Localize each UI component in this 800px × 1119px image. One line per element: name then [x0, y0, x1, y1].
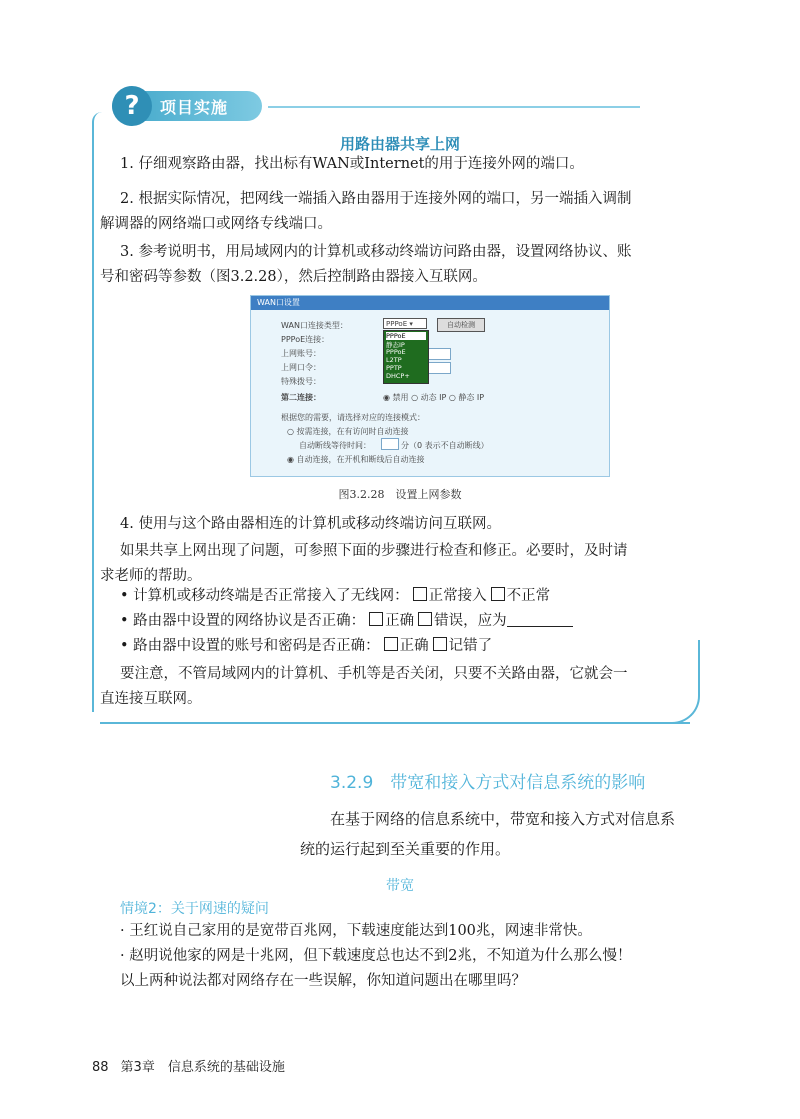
- project-title: 用路由器共享上网: [339, 135, 460, 153]
- check-wireless-question: • 计算机或移动终端是否正常接入了无线网：: [120, 588, 409, 604]
- check-account-question: • 路由器中设置的账号和密码是否正确：: [120, 638, 380, 654]
- dropdown-option[interactable]: DHCP+: [386, 372, 410, 380]
- scenario-line: 以上两种说法都对网络存在一些误解，你知道问题出在哪里吗？: [120, 973, 526, 989]
- project-frame-left: [92, 112, 102, 712]
- note-cont: 直连接互联网。: [100, 691, 202, 707]
- wan-type-dropdown: [383, 330, 429, 384]
- checkbox[interactable]: [384, 637, 398, 651]
- mode-auto[interactable]: ◉ 自动连接，在开机和断线后自动连接: [287, 455, 425, 464]
- intro-line-1: 在基于网络的信息系统中，带宽和接入方式对信息系: [330, 810, 676, 828]
- step-4: 4. 使用与这个路由器相连的计算机或移动终端访问互联网。: [120, 516, 501, 532]
- wan-settings-title: WAN口设置: [251, 296, 609, 310]
- project-frame-top: [268, 106, 640, 108]
- pppoe-label: PPPoE连接：: [281, 335, 330, 344]
- project-frame-corner: [650, 640, 700, 724]
- checkbox[interactable]: [418, 612, 432, 626]
- trouble-intro-cont: 求老师的帮助。: [100, 568, 202, 584]
- chapter-title: 第3章 信息系统的基础设施: [120, 1060, 285, 1075]
- idle-time-unit: 分（0 表示不自动断线）: [401, 441, 489, 450]
- checkbox[interactable]: [491, 587, 505, 601]
- option-label: 记错了: [448, 638, 493, 654]
- checkbox[interactable]: [413, 587, 427, 601]
- second-connection-options[interactable]: ◉ 禁用 ○ 动态 IP ○ 静态 IP: [383, 393, 485, 402]
- project-badge-icon: ?: [112, 86, 152, 126]
- dropdown-option[interactable]: L2TP: [386, 356, 402, 364]
- idle-time-label: 自动断线等待时间：: [299, 441, 371, 450]
- option-label: 不正常: [506, 588, 551, 604]
- option-label: 正确: [385, 613, 415, 629]
- option-label: 正常接入: [428, 588, 487, 604]
- option-label: 正确: [399, 638, 429, 654]
- scenario-line: · 王红说自己家用的是宽带百兆网，下载速度能达到100兆，网速非常快。: [120, 923, 592, 939]
- intro-line-2: 统的运行起到至关重要的作用。: [300, 840, 511, 858]
- auto-detect-button[interactable]: 自动检测: [437, 318, 485, 332]
- figure-caption: 图3.2.28 设置上网参数: [338, 488, 462, 501]
- dropdown-option[interactable]: 静态IP: [386, 341, 405, 349]
- mode-on-demand[interactable]: ○ 按需连接，在有访问时自动连接: [287, 427, 409, 436]
- page-number: 88: [92, 1060, 109, 1075]
- fill-blank[interactable]: [507, 612, 573, 627]
- trouble-intro: 如果共享上网出现了问题，可参照下面的步骤进行检查和修正。必要时，及时请: [120, 543, 628, 559]
- step-2-cont: 解调器的网络端口或网络专线端口。: [100, 216, 332, 232]
- dropdown-option[interactable]: PPPoE: [386, 348, 406, 356]
- password-label: 上网口令：: [281, 363, 321, 372]
- step-3-cont: 号和密码等参数（图3.2.28），然后控制路由器接入互联网。: [100, 269, 487, 285]
- step-2: 2. 根据实际情况，把网线一端插入路由器用于连接外网的端口，另一端插入调制: [120, 191, 632, 207]
- second-connection-label: 第二连接：: [281, 393, 321, 402]
- dropdown-option[interactable]: PPPoE: [386, 332, 426, 340]
- project-frame-bottom: [100, 722, 690, 724]
- check-protocol-question: • 路由器中设置的网络协议是否正确：: [120, 613, 366, 629]
- dropdown-option[interactable]: PPTP: [386, 364, 402, 372]
- step-3: 3. 参考说明书，用局域网内的计算机或移动终端访问路由器，设置网络协议、账: [120, 244, 632, 260]
- wan-type-select[interactable]: PPPoE ▾: [383, 318, 427, 329]
- idle-time-input[interactable]: [381, 438, 399, 450]
- special-dial-label: 特殊拨号：: [281, 377, 321, 386]
- project-badge-label: 项目实施: [160, 98, 229, 117]
- scenario-title: 情境2：关于网速的疑问: [120, 901, 269, 917]
- sub-heading: 带宽: [386, 878, 414, 894]
- footer: [92, 1056, 285, 1075]
- checkbox[interactable]: [433, 637, 447, 651]
- option-label: 错误，应为: [434, 613, 507, 629]
- note: 要注意，不管局域网内的计算机、手机等是否关闭，只要不关路由器，它就会一: [120, 666, 628, 682]
- mode-prompt: 根据您的需要，请选择对应的连接模式：: [281, 413, 425, 422]
- section-heading: 3.2.9 带宽和接入方式对信息系统的影响: [330, 773, 646, 793]
- check-account: [120, 632, 492, 661]
- step-1: 1. 仔细观察路由器，找出标有WAN或Internet的用于连接外网的端口。: [120, 156, 584, 172]
- checkbox[interactable]: [369, 612, 383, 626]
- router-settings-screenshot: [250, 295, 610, 477]
- wan-type-label: WAN口连接类型：: [281, 321, 348, 330]
- scenario-line: · 赵明说他家的网是十兆网，但下载速度总也达不到2兆，不知道为什么那么慢！: [120, 948, 632, 964]
- account-label: 上网账号：: [281, 349, 321, 358]
